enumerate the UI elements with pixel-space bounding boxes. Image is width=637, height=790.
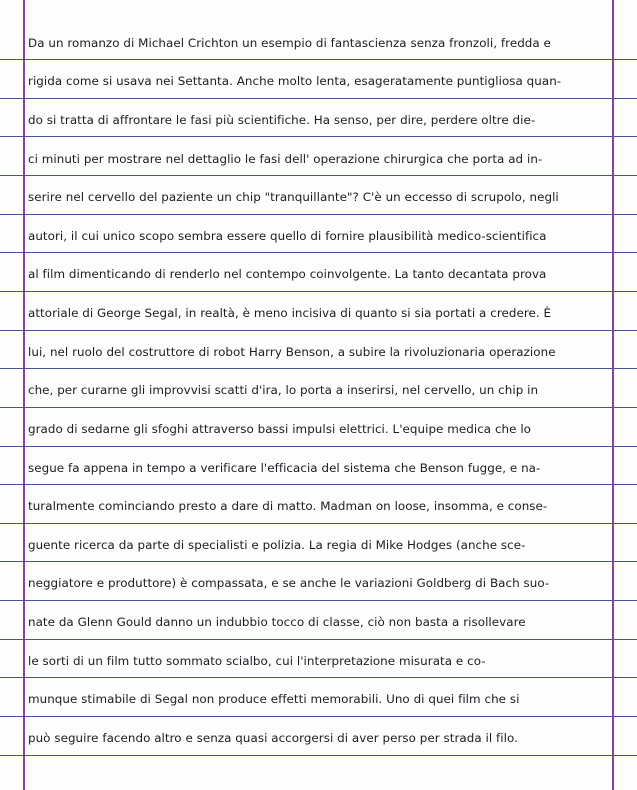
text-line-4: ci minuti per mostrare nel dettaglio le fasi dell' operazione chirurgica che porta ad in-: [28, 152, 543, 166]
right-margin-line: [612, 0, 614, 790]
text-line-13: turalmente cominciando presto a dare di matto. Madman on loose, insomma, e conse-: [28, 499, 548, 513]
text-line-15: neggiatore e produttore) è compassata, e se anche le variazioni Goldberg di Bach suo-: [28, 576, 550, 590]
text-line-7: al film dimenticando di renderlo nel contempo coinvolgente. La tanto decantata prova: [28, 267, 547, 281]
left-margin-line: [23, 0, 25, 790]
text-line-17: le sorti di un film tutto sommato scialbo, cui l'interpretazione misurata e co-: [28, 654, 486, 668]
text-line-6: autori, il cui unico scopo sembra essere quello di fornire plausibilità medico-scientifica: [28, 229, 547, 243]
text-line-1: Da un romanzo di Michael Crichton un esempio di fantascienza senza fronzoli, fredda e: [28, 36, 551, 50]
text-line-19: può seguire facendo altro e senza quasi accorgersi di aver perso per strada il filo.: [28, 731, 518, 745]
text-line-9: lui, nel ruolo del costruttore di robot Harry Benson, a subire la rivoluzionaria operazione: [28, 345, 556, 359]
text-line-10: che, per curarne gli improvvisi scatti d'ira, lo porta a inserirsi, nel cervello, un chip in: [28, 383, 539, 397]
text-line-3: do si tratta di affrontare le fasi più scientifiche. Ha senso, per dire, perdere oltre die-: [28, 113, 536, 127]
text-line-11: grado di sedarne gli sfoghi attraverso bassi impulsi elettrici. L'equipe medica che lo: [28, 422, 531, 436]
text-line-12: segue fa appena in tempo a verificare l'efficacia del sistema che Benson fugge, e na-: [28, 461, 541, 475]
text-line-2: rigida come si usava nei Settanta. Anche molto lenta, esageratamente puntigliosa quan-: [28, 74, 562, 88]
text-line-14: guente ricerca da parte di specialisti e polizia. La regia di Mike Hodges (anche sce-: [28, 538, 526, 552]
text-line-18: munque stimabile di Segal non produce effetti memorabili. Uno di quei film che si: [28, 692, 520, 706]
text-line-16: nate da Glenn Gould danno un indubbio tocco di classe, ciò non basta a risollevare: [28, 615, 526, 629]
text-line-5: serire nel cervello del paziente un chip "tranquillante"? C'è un eccesso di scrupolo, negli: [28, 190, 559, 204]
text-line-8: attoriale di George Segal, in realtà, è meno incisiva di quanto si sia portati a credere. È: [28, 306, 552, 320]
